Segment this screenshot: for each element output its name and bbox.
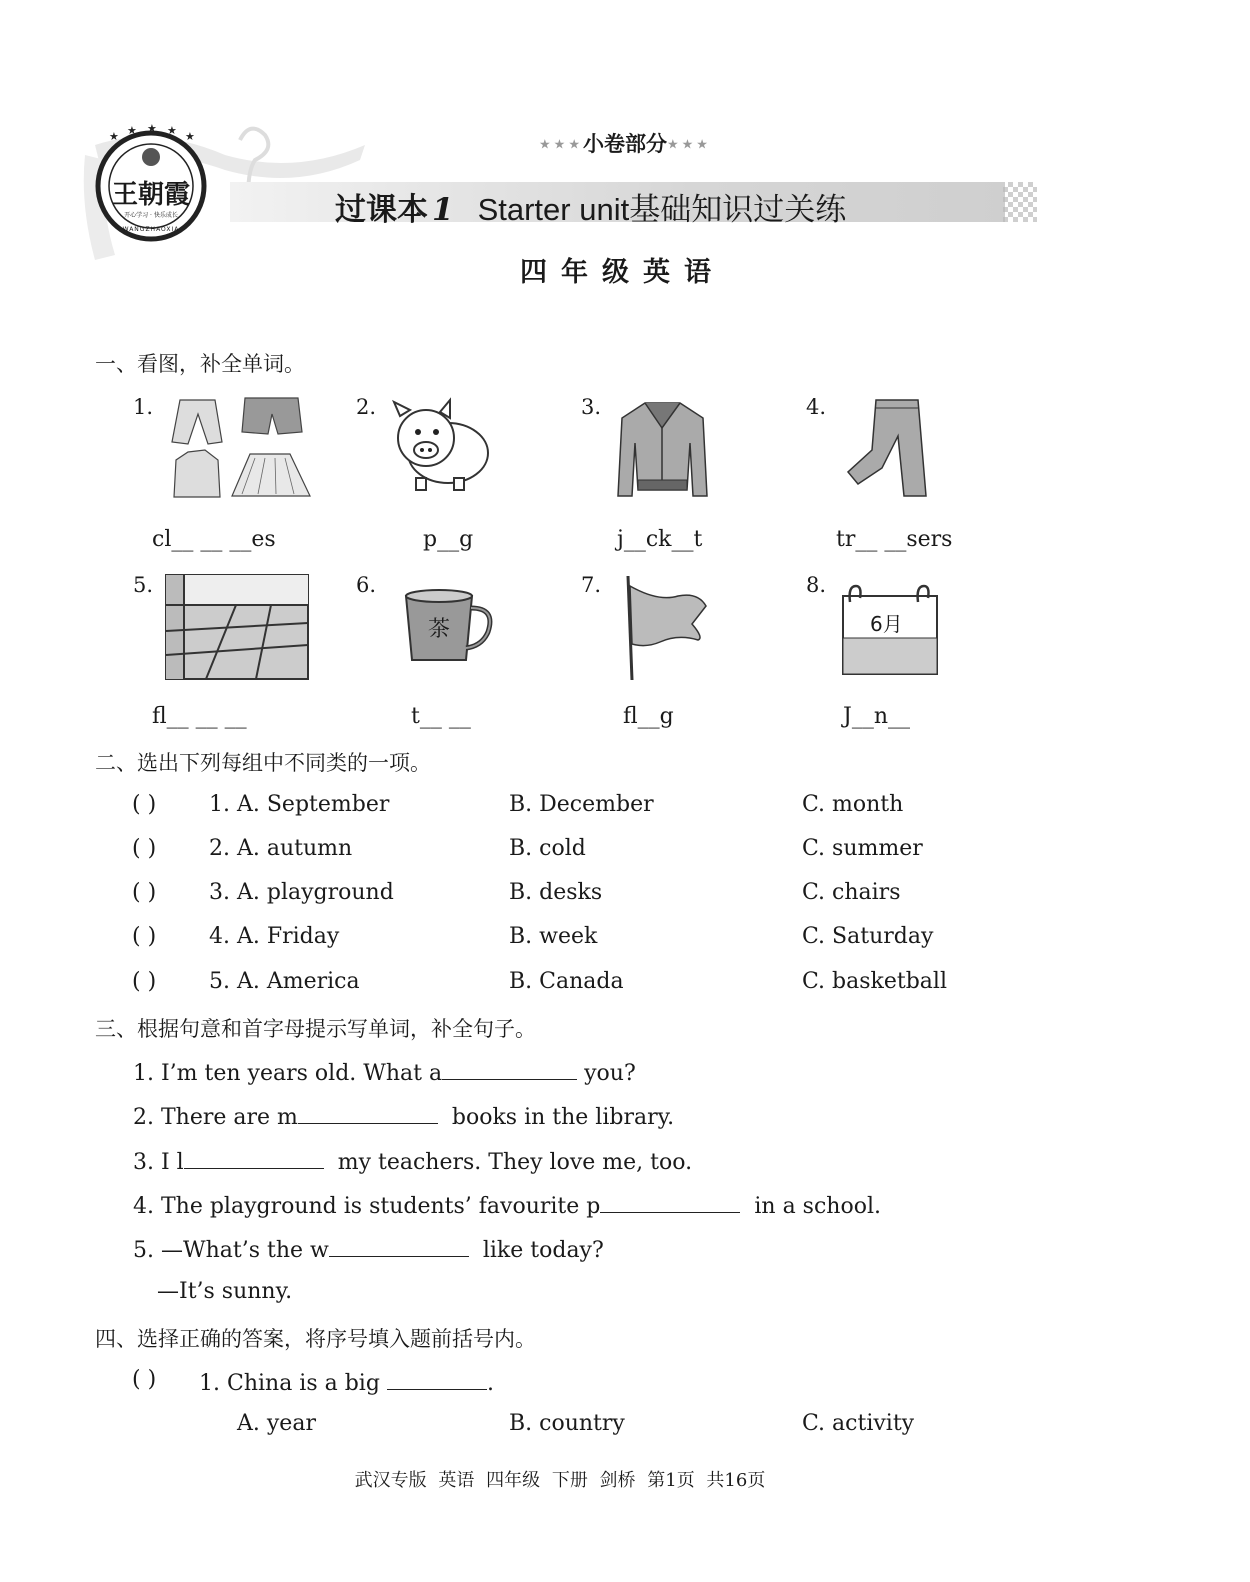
section3-title: 三、根据句意和首字母提示写单词，补全句子。 (95, 1017, 536, 1041)
question-1 (199, 1367, 494, 1396)
option-a: 5. A. America (209, 969, 360, 994)
sentence-text: like today? (482, 1238, 604, 1263)
answer-blank[interactable] (600, 1190, 740, 1213)
sentence-1 (133, 1057, 636, 1086)
item-number: 8. (806, 573, 827, 597)
svg-text:★: ★ (185, 130, 195, 143)
fill-in-word: j__ck__t (617, 527, 703, 552)
sentence-text: 1. I’m ten years old. What a (133, 1061, 443, 1086)
logo-motto: 开心学习 · 快乐成长 (124, 212, 178, 219)
fill-in-word: fl__g (623, 704, 674, 729)
section1-title: 一、看图，补全单词。 (95, 352, 305, 376)
option-c: C. basketball (802, 969, 947, 994)
option-a: 3. A. playground (209, 880, 394, 905)
fill-in-word: t__ __ (411, 704, 471, 729)
answer-bracket[interactable]: ( ) (132, 880, 157, 905)
option-c: C. chairs (802, 880, 901, 905)
fill-in-word: p__g (423, 527, 474, 552)
sentence-text: 3. I l (133, 1150, 184, 1175)
option-c: C. Saturday (802, 924, 934, 949)
option-b: B. Canada (509, 969, 624, 994)
option-b: B. week (509, 924, 598, 949)
pig-icon (388, 398, 493, 493)
item-number: 3. (581, 395, 602, 419)
question-text: 1. China is a big (199, 1371, 380, 1396)
sentence-2 (133, 1101, 674, 1130)
sentence-text: 5. —What’s the w (133, 1238, 329, 1263)
answer-bracket[interactable]: ( ) (132, 1367, 157, 1392)
title-number: 1 (432, 192, 454, 228)
title-band-pattern (1003, 182, 1037, 222)
sentence-text: 4. The playground is students’ favourite p (133, 1194, 601, 1219)
option-a: A. year (237, 1411, 316, 1436)
sentence-5-answer: —It’s sunny. (157, 1279, 293, 1304)
answer-bracket[interactable]: ( ) (132, 836, 157, 861)
fill-in-word: J__n__ (843, 704, 910, 729)
fill-in-word: fl__ __ __ (152, 704, 247, 729)
answer-blank[interactable] (442, 1057, 577, 1080)
item-number: 6. (356, 573, 377, 597)
item-number: 5. (133, 573, 154, 597)
option-b: B. desks (509, 880, 603, 905)
item-number: 7. (581, 573, 602, 597)
option-c: C. activity (802, 1411, 915, 1436)
option-c: C. month (802, 792, 904, 817)
option-c: C. summer (802, 836, 923, 861)
clothes-icon (160, 392, 315, 504)
svg-text:★: ★ (147, 122, 157, 135)
trousers-icon (846, 396, 936, 498)
sentence-text: you? (584, 1061, 636, 1086)
section4-title: 四、选择正确的答案，将序号填入题前括号内。 (95, 1327, 536, 1351)
sentence-text: books in the library. (451, 1105, 675, 1130)
page-footer: 武汉专版 英语 四年级 下册 剑桥 第1页 共16页 (354, 1470, 766, 1491)
jacket-icon (615, 398, 710, 500)
fill-in-word: tr__ __sers (836, 527, 953, 552)
option-b: B. December (509, 792, 654, 817)
section2-title: 二、选出下列每组中不同类的一项。 (95, 751, 431, 775)
answer-bracket[interactable]: ( ) (132, 792, 157, 817)
sentence-text: 2. There are m (133, 1105, 298, 1130)
page-title (335, 184, 846, 229)
series-label (0, 128, 1250, 158)
sentence-text: my teachers. They love me, too. (337, 1150, 693, 1175)
flag-icon (618, 572, 710, 682)
svg-text:★: ★ (109, 130, 119, 143)
sentence-3 (133, 1146, 692, 1175)
answer-bracket[interactable]: ( ) (132, 924, 157, 949)
answer-blank[interactable] (184, 1146, 324, 1169)
option-a: 2. A. autumn (209, 836, 353, 861)
option-a: 4. A. Friday (209, 924, 340, 949)
fill-in-word: cl__ __ __es (152, 527, 276, 552)
sentence-4 (133, 1190, 881, 1219)
answer-blank[interactable] (387, 1367, 487, 1390)
floor-icon (166, 575, 308, 679)
series-label-text: 小卷部分 (583, 132, 667, 156)
calendar-text: 6月 (870, 612, 903, 636)
sentence-5 (133, 1234, 604, 1263)
option-b: B. country (509, 1411, 625, 1436)
cup-text: 茶 (428, 617, 451, 642)
svg-text:★: ★ (167, 124, 177, 137)
option-a: 1. A. September (209, 792, 390, 817)
page-subtitle: 四年级英语 (520, 257, 725, 288)
svg-text:★: ★ (127, 124, 137, 137)
option-b: B. cold (509, 836, 586, 861)
item-number: 1. (133, 395, 154, 419)
answer-blank[interactable] (329, 1234, 469, 1257)
star-decoration-left: ★★★ (539, 137, 583, 153)
answer-bracket[interactable]: ( ) (132, 969, 157, 994)
item-number: 4. (806, 395, 827, 419)
title-text: Starter unit基础知识过关练 (477, 192, 847, 227)
sentence-text: in a school. (754, 1194, 881, 1219)
logo-ring-text: WANGZHAOXIA (122, 226, 180, 233)
question-end: . (486, 1371, 494, 1396)
item-number: 2. (356, 395, 377, 419)
title-prefix: 过课本 (335, 192, 428, 228)
logo-text: 王朝霞 (111, 180, 190, 210)
star-decoration-right: ★★★ (667, 137, 711, 153)
answer-blank[interactable] (298, 1101, 438, 1124)
